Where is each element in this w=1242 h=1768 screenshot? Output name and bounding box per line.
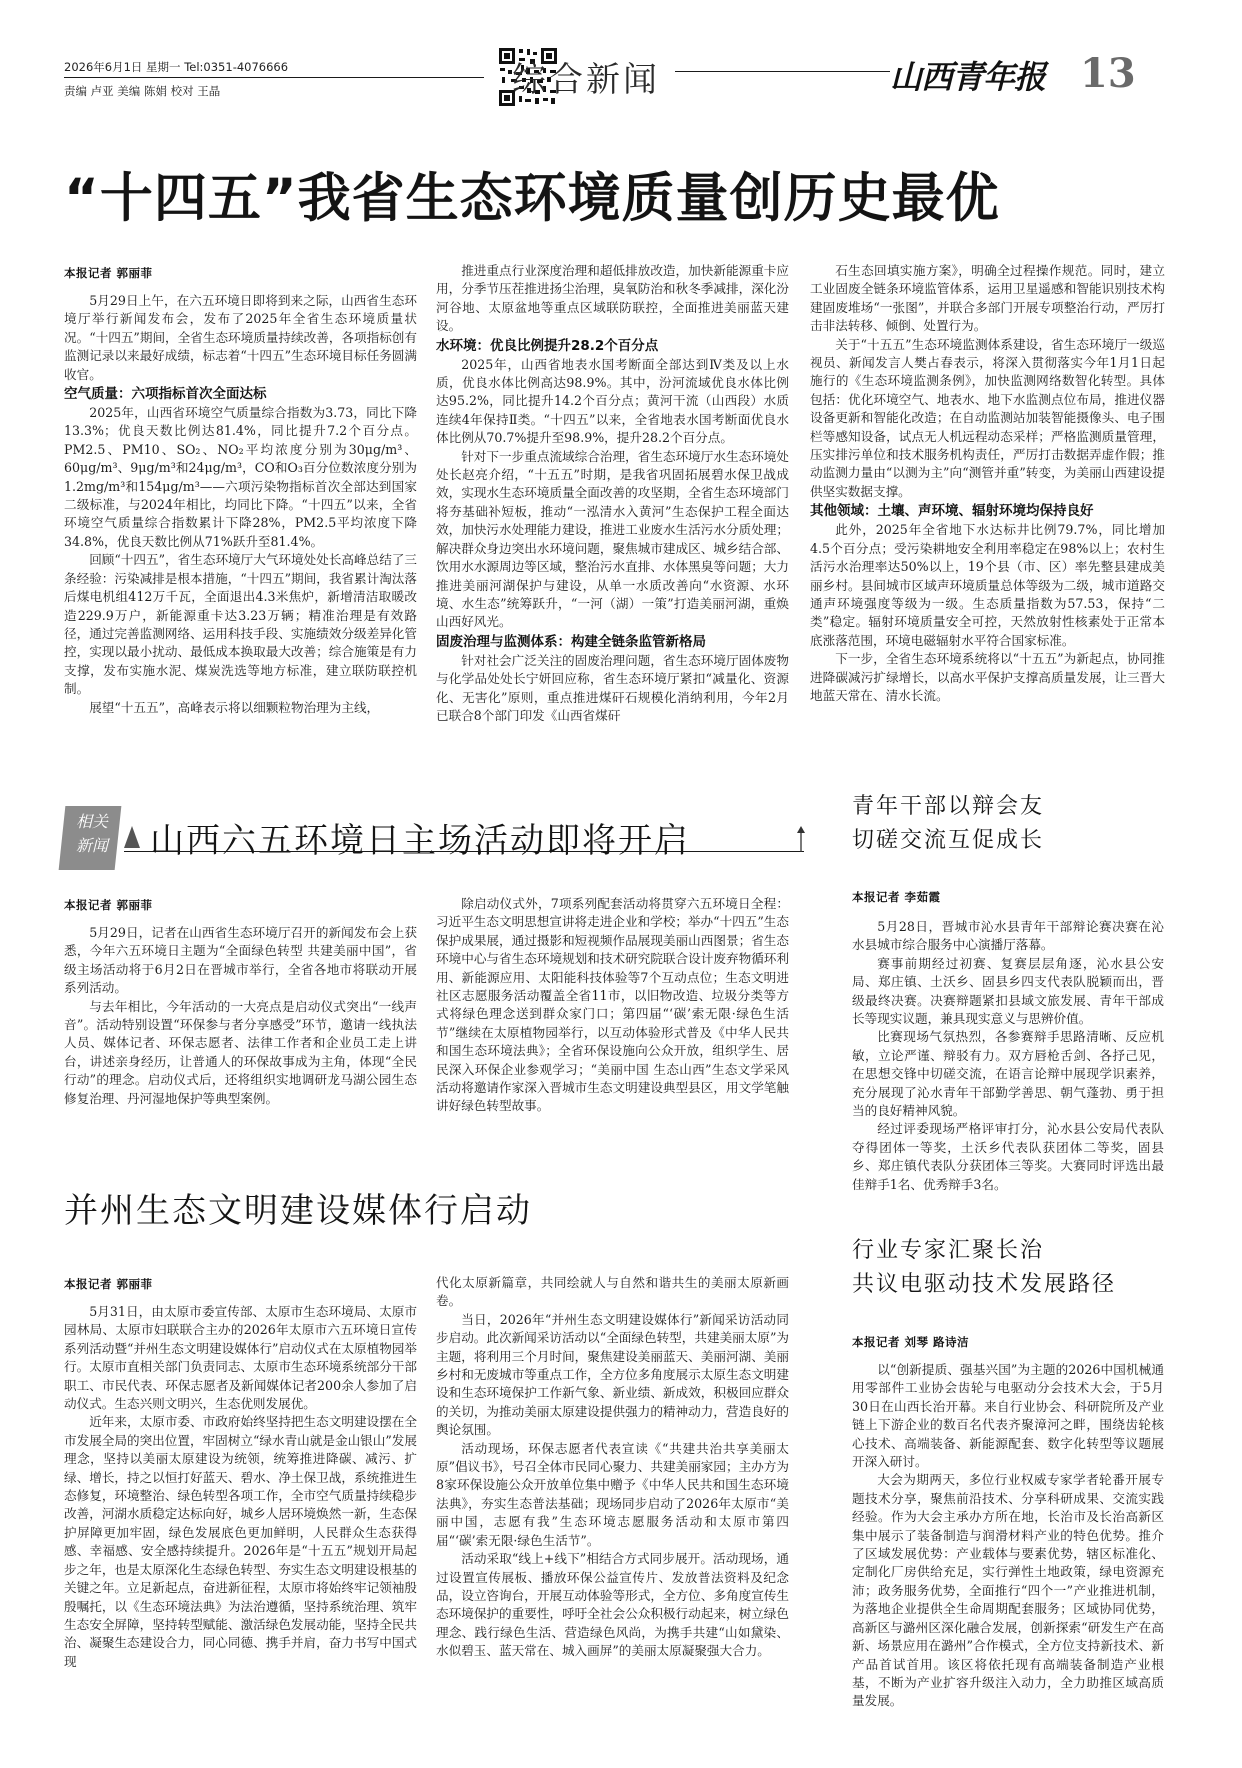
bingzhou-paragraph: 近年来，太原市委、市政府始终坚持把生态文明建设摆在全市发展全局的突出位置，牢固树立“绿水青山就是金山银山”发展理念，坚持以美丽太原建设为统领，统筹推进降碳、减污、扩绿、增长，持之以恒打好蓝天、碧水、净土保卫战，系统推进生态修复，环境整治、绿色转型各项工作，全市空气质量持续稳步改善，河湖水质稳定达标向好，城乡人居环境焕然一新，生态保护屏障更加牢固，绿色发展底色更加鲜明，人民群众生态获得感、幸福感、安全感持续提升。2026年是“十五五”规划开局起步之年，也是太原深化生态绿色转型、夯实生态文明建设根基的关键之年。立足新起点，奋进新征程，太原市将始终牢记领袖殷殷嘱托，以《生态环境法典》为法治遵循，坚持系统治理、筑牢生态安全屏障，坚持转型赋能、激活绿色发展动能，坚持全民共治、凝聚生态建设合力，同心同德、携手并肩，奋力书写中国式现 [64, 1414, 417, 1669]
lead-paragraph: 推进重点行业深度治理和超低排放改造，加快新能源重卡应用，分季节压茬推进扬尘治理，臭氧防治和秋冬季减排，深化汾河谷地、太原盆地等重点区域联防联控，全面推进美丽蓝天建设。 [436, 263, 789, 334]
youth-headline [852, 790, 1044, 858]
header-rule-right [675, 71, 890, 72]
related-paragraph: 5月29日，记者在山西省生态环境厅召开的新闻发布会上获悉，今年六五环境日主题为“全面绿色转型 共建美丽中国”，省级主场活动将于6月2日在晋城市举行，全省各地市将联动开展系列活动。 [64, 925, 417, 996]
lead-subheading: 空气质量：六项指标首次全面达标 [64, 386, 267, 403]
related-paragraph: 除启动仪式外，7项系列配套活动将贯穿六五环境日全程：习近平生态文明思想宣讲将走进企业和学校；举办“十四五”生态保护成果展，通过摄影和短视频作品展现美丽山西图景；省生态环境中心与省生态环境规划和技术研究院联合设计废弃物循环利用、新能源应用、太阳能科技体验等7个互动点位；生态文明进社区志愿服务活动覆盖全省11市，以旧物改造、垃圾分类等方式将绿色理念送到群众家门口；第四届“‘碳’索无限·绿色生活节”继续在太原植物园举行，以互动体验形式普及《中华人民共和国生态环境法典》；全省环保设施向公众开放，组织学生、居民深入环保企业参观学习；“美丽中国 生态山西”生态文学采风活动将邀请作家深入晋城市生态文明建设典型县区，用文学笔触讲好绿色转型故事。 [436, 896, 789, 1114]
lead-paragraph: 5月29日上午，在六五环境日即将到来之际，山西省生态环境厅举行新闻发布会，发布了2025年全省生态环境质量状况。“十四五”期间，全省生态环境质量持续改善，各项指标创有监测记录以来最好成绩，标志着“十四五”生态环境目标任务圆满收官。 [64, 293, 417, 382]
lead-column-3 [810, 262, 1165, 737]
lead-paragraph: 针对下一步重点流域综合治理，省生态环境厅水生态环境处处长赵亮介绍，“十五五”时期，是我省巩固拓展碧水保卫战成效，实现水生态环境质量全面改善的攻坚期，全省生态环境部门将夯基础补短板，推动“一泓清水入黄河”生态保护工程全面达效，加快污水处理能力建设，推进工业废水生活污水分质处理；解决群众身边突出水环境问题，聚焦城市建成区、城乡结合部、饮用水水源周边等区域，整治污水直排、水体黑臭等问题；大力推进美丽河湖保护与建设，从单一水质改善向“水资源、水环境、水生态”统筹跃升，“一河（湖）一策”打造美丽河湖，重焕山西好风光。 [436, 448, 789, 630]
youth-body [852, 918, 1164, 1192]
lead-subheading: 水环境：优良比例提升28.2个百分点 [436, 337, 659, 354]
lead-paragraph: 此外，2025年全省地下水达标井比例79.7%，同比增加4.5个百分点；受污染耕地安全利用率稳定在98%以上；农村生活污水治理率达50%以上，19个县（市、区）率先整县建成美丽乡村。县间城市区域声环境质量总体等级为二级，城市道路交通声环境强度等级为一级。生态质量指数为57.53，保持“二类”稳定。辐射环境质量安全可控，天然放射性核素处于正常本底涨落范围，环境电磁辐射水平符合国家标准。 [810, 522, 1165, 648]
related-tag [64, 810, 120, 858]
youth-byline: 本报记者 李茹霞 [852, 890, 941, 904]
lead-byline: 本报记者 郭丽菲 [64, 266, 153, 280]
lead-column-1 [64, 292, 417, 737]
lead-headline: “十四五”我省生态环境质量创历史最优 [64, 168, 1000, 229]
triangle-marker-icon [124, 826, 140, 848]
related-paragraph: 与去年相比，今年活动的一大亮点是启动仪式突出“一线声音”。活动特别设置“环保参与者分享感受”环节，邀请一线执法人员、媒体记者、环保志愿者、法律工作者和企业员工走上讲台，讲述亲身经历，让普通人的环保故事成为主角，体现“全民行动”的理念。启动仪式后，还将组织实地调研龙马湖公园生态修复治理、丹河湿地保护等典型案例。 [64, 998, 417, 1106]
arrow-up-icon [796, 826, 806, 852]
masthead-logo: 山西青年报 [890, 58, 1046, 96]
related-tag-line-2: 新闻 [75, 836, 108, 855]
experts-paragraph: 以“创新提质、强基兴国”为主题的2026中国机械通用零部件工业协会齿轮与电驱动分会技术大会，于5月30日在山西长治开幕。来自行业协会、科研院所及产业链上下游企业的数百名代表齐聚漳河之畔，围绕齿轮核心技术、高端装备、新能源配套、数字化转型等议题展开深入研讨。 [852, 1362, 1164, 1470]
lead-paragraph: 针对社会广泛关注的固废治理问题，省生态环境厅固体废物与化学品处处长宁妍回应称，省生态环境厅紧扣“减量化、资源化、无害化”原则，重点推进煤矸石规模化消纳利用，今年2月已联合8个部门印发《山西省煤矸 [436, 652, 789, 723]
bingzhou-column-1 [64, 1303, 417, 1729]
section-title: 综合新闻 [512, 60, 660, 100]
issue-date-line: 2026年6月1日 星期一 Tel:0351-4076666 [64, 60, 289, 74]
experts-byline: 本报记者 刘琴 路诗洁 [852, 1335, 970, 1349]
header-rule [64, 77, 484, 78]
bingzhou-byline: 本报记者 郭丽菲 [64, 1277, 153, 1291]
bingzhou-column-2 [436, 1274, 789, 1729]
lead-paragraph: 回顾“十四五”，省生态环境厅大气环境处处长高峰总结了三条经验：污染减排是根本措施，“十四五”期间，我省累计淘汰落后煤电机组412万千瓦，全面退出4.3米焦炉，新增清洁取暖改造229.9万户，新能源重卡达3.23万辆；精准治理是有效路径，通过完善监测网络、运用科技手段、实施绩效分级差异化管控，实现以最小扰动、最低成本换取最大改善；综合施策是有力支撑，发布实施水泥、煤炭洗选等地方标准，建立联防联控机制。 [64, 552, 417, 697]
lead-paragraph: 2025年，山西省地表水国考断面全部达到Ⅳ类及以上水质，优良水体比例高达98.9%。其中，汾河流域优良水体比例达95.2%，同比提升14.2个百分点；黄河干流（山西段）水质连续4年保持Ⅱ类。“十四五”以来，全省地表水国考断面优良水体比例从70.7%提升至98.9%，提升28.2个百分点。 [436, 356, 789, 446]
lead-subheading: 固废治理与监测体系：构建全链条监管新格局 [436, 633, 706, 650]
experts-headline-line-2: 共议电驱动技术发展路径 [852, 1272, 1117, 1297]
bingzhou-headline: 并州生态文明建设媒体行启动 [64, 1191, 532, 1231]
related-column-2 [436, 895, 789, 1142]
experts-paragraph: 大会为期两天，多位行业权威专家学者轮番开展专题技术分享，聚焦前沿技术、分享科研成果、交流实践经验。作为大会主承办方所在地，长治市及长治高新区集中展示了装备制造与润滑材料产业的特色优势。推介了区域发展优势：产业载体与要素优势，辖区标准化、定制化厂房供给充足，实行弹性土地政策，绿电资源充沛；政务服务优势，全面推行“四个一”产业推进机制，为落地企业提供全生命周期配套服务；区域协同优势，高新区与潞州区深化融合发展，创新探索“研发生产在高新、场景应用在潞州”合作模式，全方位支持新技术、新产品首试首用。该区将依托现有高端装备制造产业根基，不断为产业扩容升级注入动力，全力助推区域高质量发展。 [852, 1472, 1164, 1709]
bingzhou-paragraph: 代化太原新篇章，共同绘就人与自然和谐共生的美丽太原新画卷。 [436, 1275, 789, 1309]
youth-paragraph: 赛事前期经过初赛、复赛层层角逐，沁水县公安局、郑庄镇、土沃乡、固县乡四支代表队脱颖而出，晋级最终决赛。决赛辩题紧扣县域文旅发展、青年干部成长等现实议题，兼具现实意义与思辨价值。 [852, 955, 1164, 1027]
lead-paragraph: 下一步，全省生态环境系统将以“十五五”为新起点，协同推进降碳减污扩绿增长，以高水平保护支撑高质量发展，让三晋大地蓝天常在、清水长流。 [810, 651, 1165, 703]
youth-paragraph: 5月28日，晋城市沁水县青年干部辩论赛决赛在沁水县城市综合服务中心演播厅落幕。 [852, 919, 1164, 953]
page-number: 13 [1080, 50, 1136, 97]
bingzhou-paragraph: 活动采取“线上+线下”相结合方式同步展开。活动现场，通过设置宣传展板、播放环保公益宣传片、发放普法资料及纪念品，设立咨询台，开展互动体验等形式，全方位、多角度宣传生态环境保护的重要性，呼吁全社会公众积极行动起来，树立绿色理念、践行绿色生活、营造绿色风尚，为携手共建“山如黛染、水似碧玉、蓝天常在、城入画屏”的美丽太原凝聚强大合力。 [436, 1551, 789, 1659]
related-tag-line-1: 相关 [75, 812, 108, 831]
youth-paragraph: 比赛现场气氛热烈，各参赛辩手思路清晰、反应机敏，立论严谨、辩驳有力。双方唇枪舌剑、各抒己见，在思想交锋中切磋交流，在语言论辩中展现学识素养，充分展现了沁水青年干部勤学善思、朝气蓬勃、勇于担当的良好精神风貌。 [852, 1029, 1164, 1119]
editors-line: 责编 卢亚 美编 陈娟 校对 王晶 [64, 84, 221, 98]
experts-body [852, 1361, 1164, 1729]
lead-paragraph: 关于“十五五”生态环境监测体系建设，省生态环境厅一级巡视员、新闻发言人樊占春表示，将深入贯彻落实今年1月1日起施行的《生态环境监测条例》，加快监测网络数智化转型。具体包括：优化环境空气、地表水、地下水监测点位布局，推进仪器设备更新和智能化改造；在自动监测站加装智能摄像头、电子围栏等感知设备，试点无人机远程动态采样；严格监测质量管理，压实排污单位和技术服务机构责任，严厉打击数据弄虚作假；推动监测力量由“以测为主”向“测管并重”转变，为美丽山西建设提供坚实数据支撑。 [810, 336, 1165, 499]
youth-paragraph: 经过评委现场严格评审打分，沁水县公安局代表队夺得团体一等奖，土沃乡代表队获团体二等奖，固县乡、郑庄镇代表队分获团体三等奖。大赛同时评选出最佳辩手1名、优秀辩手3名。 [852, 1121, 1164, 1192]
lead-paragraph: 展望“十五五”，高峰表示将以细颗粒物治理为主线， [89, 699, 380, 715]
youth-headline-line-1: 青年干部以辩会友 [852, 794, 1045, 819]
experts-headline-line-1: 行业专家汇聚长治 [852, 1238, 1045, 1263]
lead-paragraph: 2025年，山西省环境空气质量综合指数为3.73，同比下降13.3%；优良天数比例达81.4%，同比提升7.2个百分点。PM2.5、PM10、SO₂、NO₂平均浓度分别为30μg/m³、60μg/m³、9μg/m³和24μg/m³，CO和O₃百分位数浓度分别为1.2mg/m³和154μg/m³——六项污染物指标首次全部达到国家二级标准，与2024年相比，均同比下降。“十四五”以来，全省环境空气质量综合指数累计下降28%，PM2.5平均浓度下降34.8%，优良天数比例从71%跃升至81.4%。 [64, 405, 417, 549]
related-byline: 本报记者 郭丽菲 [64, 898, 153, 912]
related-column-1 [64, 924, 417, 1142]
bingzhou-paragraph: 当日，2026年“并州生态文明建设媒体行”新闻采访活动同步启动。此次新闻采访活动以“全面绿色转型，共建美丽太原”为主题，将利用三个月时间，聚焦建设美丽蓝天、美丽河湖、美丽乡村和无废城市等重点工作，全方位多角度展示太原生态文明建设和生态环境保护工作新气象、新业绩、新成效，积极回应群众的关切，为推动美丽太原建设提供强力的精神动力，营造良好的舆论氛围。 [436, 1311, 789, 1438]
experts-headline [852, 1234, 1116, 1302]
bingzhou-paragraph: 活动现场，环保志愿者代表宣读《“共建共治共享美丽太原”倡议书》，号召全体市民同心聚力、共建美丽家园；主办方为8家环保设施公众开放单位集中赠予《中华人民共和国生态环境法典》，夯实生态普法基础；现场同步启动了2026年太原市“美丽中国，志愿有我”生态环境志愿服务活动和太原市第四届“‘碳’索无限·绿色生活节”。 [436, 1440, 789, 1548]
lead-column-2 [436, 262, 789, 737]
lead-paragraph: 石生态回填实施方案》，明确全过程操作规范。同时，建立工业固废全链条环境监管体系，运用卫星遥感和智能识别技术构建固废堆场“一张图”，并联合多部门开展专项整治行动，严厉打击非法转移、倾倒、处置行为。 [810, 263, 1165, 334]
bingzhou-paragraph: 5月31日，由太原市委宣传部、太原市生态环境局、太原市园林局、太原市妇联联合主办的2026年太原市六五环境日宣传系列活动暨“并州生态文明建设媒体行”启动仪式在太原植物园举行。太原市直相关部门负责同志、太原市生态环境系统部分干部职工、市民代表、环保志愿者及新闻媒体记者200余人参加了启动仪式。生态兴则文明兴，生态优则发展优。 [64, 1304, 417, 1412]
related-headline: 山西六五环境日主场活动即将开启 [150, 821, 690, 861]
lead-subheading: 其他领域：土壤、声环境、辐射环境均保持良好 [810, 503, 1094, 520]
youth-headline-line-2: 切磋交流互促成长 [852, 828, 1045, 853]
